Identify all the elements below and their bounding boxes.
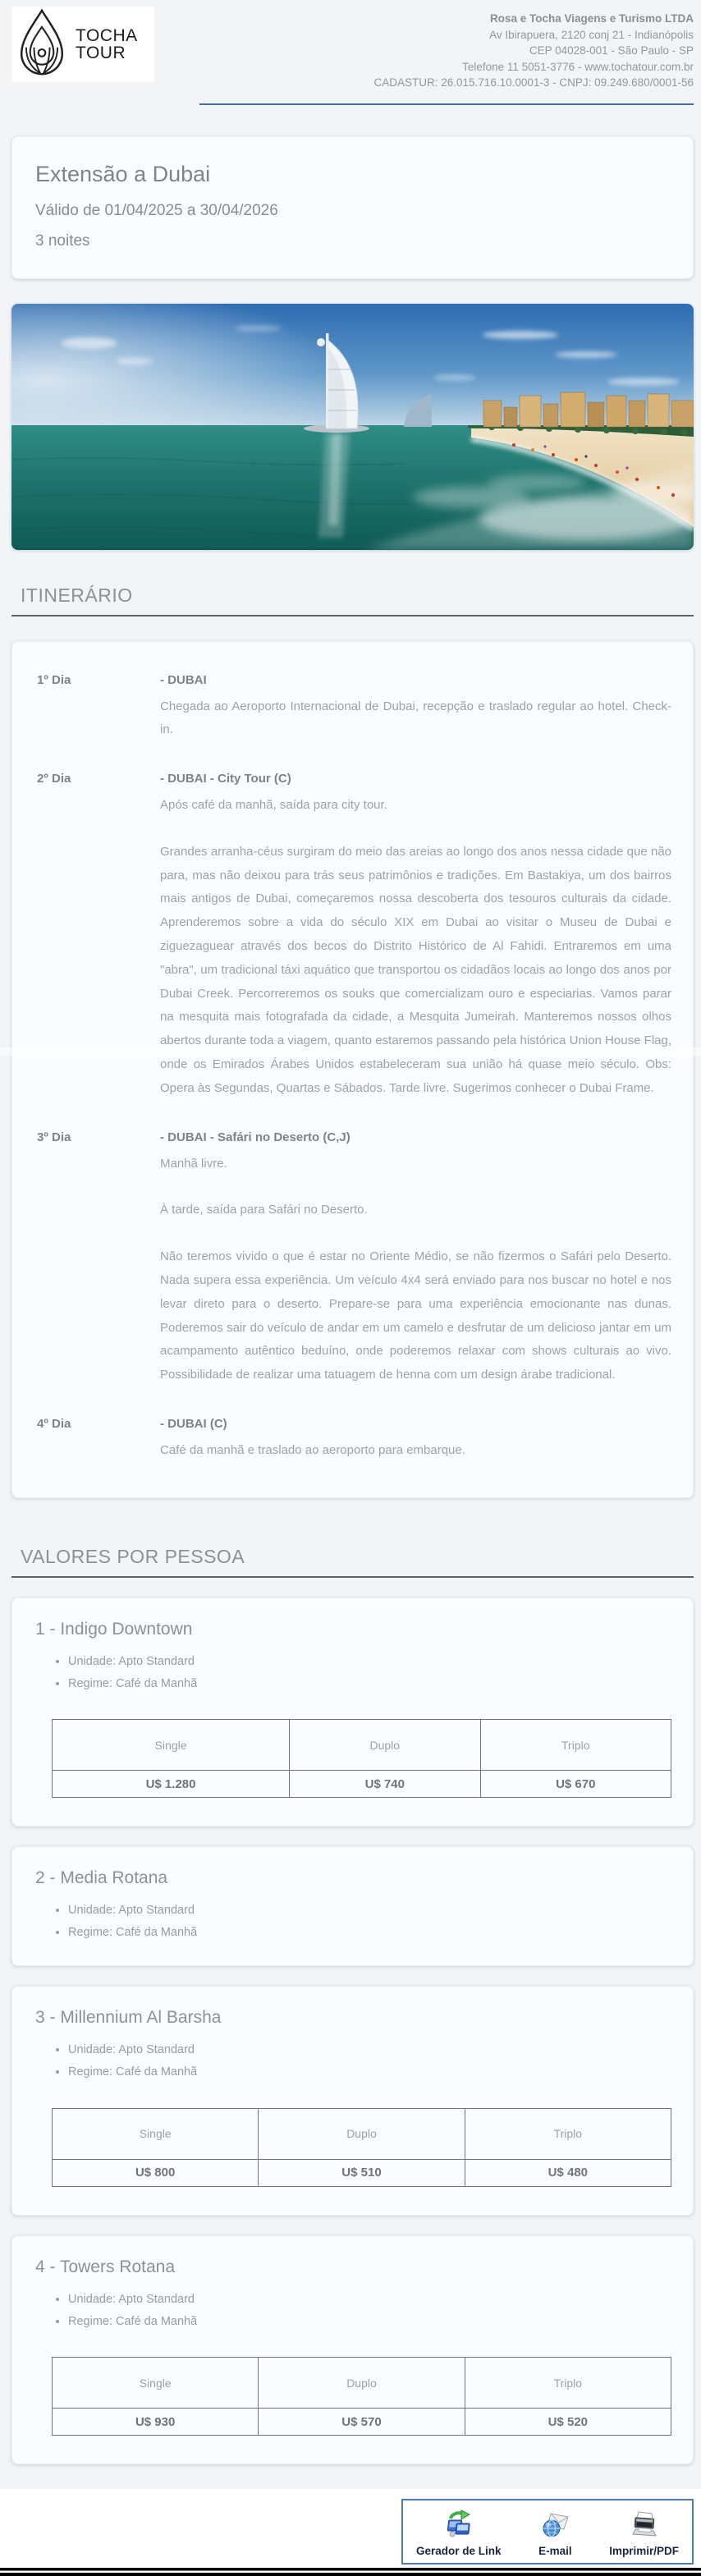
link-generator-icon [444, 2510, 474, 2539]
price-duplo: U$ 510 [259, 2159, 465, 2186]
col-single: Single [53, 1720, 290, 1771]
hotel-meal: • Regime: Café da Manhã [68, 1922, 671, 1944]
day-label: 1º Dia [37, 672, 71, 687]
logo-word-1: TOCHA [76, 25, 138, 45]
price-single: U$ 800 [53, 2159, 259, 2186]
itinerary-day-2 [37, 772, 671, 1101]
hotel-details [35, 2039, 671, 2083]
price-table [52, 2108, 671, 2187]
link-generator-button[interactable] [416, 2510, 502, 2557]
email-button[interactable] [538, 2510, 572, 2557]
day-paragraph: Não teremos vivido o que é estar no Oriente Médio, se não fizermos o Safári pelo Deserto. Nada supera essa experiência. Um veículo 4x4 será enviado para nos buscar no hotel e nos levar direto para o deserto. Prepare-se para uma experiência emocionante nas dunas. Poderemos sair do veículo de andar em um camelo e desfrutar de um delicioso jantar em um acampamento autêntico beduíno, onde poderemos relaxar com shows culturais ao vivo. Possibilidade de realizar uma tatuagem de henna com um design árabe tradicional. [160, 1249, 671, 1382]
company-name: Rosa e Tocha Viagens e Turismo LTDA [489, 12, 694, 25]
itinerary-card [11, 641, 694, 1498]
print-pdf-label: Imprimir/PDF [609, 2545, 679, 2558]
company-logo [11, 7, 154, 82]
itinerary-day-1 [37, 673, 671, 743]
trip-nights: 3 noites [35, 231, 90, 250]
trip-title: Extensão a Dubai [35, 161, 211, 186]
price-table [52, 2357, 671, 2436]
day-label: 2º Dia [37, 772, 71, 786]
col-triplo: Triplo [465, 2358, 671, 2409]
hotel-name: 3 - Millennium Al Barsha [35, 2008, 222, 2028]
col-single: Single [53, 2108, 259, 2159]
day-title: - DUBAI (C) [160, 1417, 227, 1432]
link-generator-label: Gerador de Link [416, 2545, 502, 2558]
col-duplo: Duplo [290, 1720, 480, 1771]
itinerary-heading: ITINERÁRIO [11, 584, 694, 616]
hotel-card-indigo-downtown [11, 1597, 694, 1827]
hotel-name: 4 - Towers Rotana [35, 2257, 176, 2276]
trip-validity: Válido de 01/04/2025 a 30/04/2026 [35, 201, 278, 219]
hotel-meal: • Regime: Café da Manhã [68, 1673, 671, 1695]
hotel-unit: • Unidade: Apto Standard [68, 1651, 671, 1673]
day-title: - DUBAI - City Tour (C) [160, 772, 291, 786]
logo-wordmark [76, 27, 138, 62]
hotel-unit: • Unidade: Apto Standard [68, 2289, 671, 2311]
destination-photo [11, 304, 694, 550]
price-single: U$ 930 [53, 2409, 259, 2436]
company-address: Av Ibirapuera, 2120 conj 21 - Indianópolis [489, 28, 694, 41]
price-table [52, 1719, 671, 1798]
day-paragraph: À tarde, saída para Safári no Deserto. [160, 1203, 368, 1217]
hotel-meal: • Regime: Café da Manhã [68, 2311, 671, 2333]
header [0, 0, 701, 91]
email-icon [540, 2510, 570, 2539]
logo-word-2: TOUR [76, 44, 126, 62]
day-title: - DUBAI - Safári no Deserto (C,J) [160, 1130, 350, 1144]
price-triplo: U$ 480 [465, 2159, 671, 2186]
flame-drop-logo-icon [16, 8, 67, 81]
day-paragraph: Manhã livre. [160, 1156, 227, 1171]
printer-icon [630, 2510, 659, 2539]
price-single: U$ 1.280 [53, 1771, 290, 1798]
footer-actions-box [401, 2499, 694, 2565]
price-triplo: U$ 670 [480, 1771, 671, 1798]
trip-summary-card [11, 136, 694, 279]
day-paragraph: Café da manhã e traslado ao aeroporto para embarque. [160, 1443, 465, 1458]
hotel-unit: • Unidade: Apto Standard [68, 2039, 671, 2061]
day-label: 4º Dia [37, 1417, 71, 1432]
footer [0, 2489, 701, 2568]
hotel-card-towers-rotana [11, 2235, 694, 2465]
col-duplo: Duplo [259, 2108, 465, 2159]
header-divider [199, 103, 694, 105]
price-triplo: U$ 520 [465, 2409, 671, 2436]
company-cep: CEP 04028-001 - São Paulo - SP [529, 44, 694, 57]
hotel-name: 1 - Indigo Downtown [35, 1619, 193, 1639]
itinerary-day-4 [37, 1417, 671, 1463]
hotel-meal: • Regime: Café da Manhã [68, 2061, 671, 2083]
hotel-details [35, 1900, 671, 1944]
col-single: Single [53, 2358, 259, 2409]
day-title: - DUBAI [160, 672, 207, 687]
col-duplo: Duplo [259, 2358, 465, 2409]
pricing-heading: VALORES POR PESSOA [11, 1546, 694, 1578]
hotel-details [35, 1651, 671, 1695]
company-registry: CADASTUR: 26.015.716.10.0001-3 - CNPJ: 09.249.680/0001-56 [373, 76, 694, 89]
hotel-card-media-rotana [11, 1846, 694, 1966]
window-bottom-edge [0, 2568, 701, 2576]
hotel-name: 2 - Media Rotana [35, 1868, 168, 1888]
hotel-details [35, 2289, 671, 2333]
day-paragraph: Grandes arranha-céus surgiram do meio das areias ao longo dos anos nessa cidade que não para, mas não deixou para trás seus patrimônios e tradições. Em Bastakiya, um dos bairros mais antigos de Dubai, começaremos nossa descoberta dos tesouros culturais da cidade. Aprenderemos sobre a vida do século XIX em Dubai ao visitar o Museu de Dubai e ziguezaguear através dos becos do Distrito Histórico de Al Fahidi. Entraremos em uma "abra", um tradicional táxi aquático que transportou os cidadãos locais ao longo dos anos por Dubai Creek. Percorreremos os souks que comercializam ouro e especiarias. Vamos parar na mesquita mais fotografada da cidade, a Mesquita Jumeirah. Manteremos nossos olhos abertos durante toda a viagem, quanto estaremos passando pela histórica Union House Flag, onde os Emirados Árabes Unidos estabeleceram sua união há quase meio século. Obs: Opera às Segundas, Quartas e Sábados. Tarde livre. Sugerimos conhecer o Dubai Frame. [160, 844, 671, 1095]
col-triplo: Triplo [465, 2108, 671, 2159]
day-paragraph: Após café da manhã, saída para city tour. [160, 798, 387, 813]
price-duplo: U$ 570 [259, 2409, 465, 2436]
print-pdf-button[interactable] [609, 2510, 679, 2557]
hotel-card-millennium-al-barsha [11, 1986, 694, 2216]
day-label: 3º Dia [37, 1130, 71, 1144]
company-info [374, 7, 694, 91]
col-triplo: Triplo [480, 1720, 671, 1771]
company-phone-site: Telefone 11 5051-3776 - www.tochatour.com.br [462, 60, 694, 73]
price-duplo: U$ 740 [290, 1771, 480, 1798]
email-label: E-mail [538, 2545, 572, 2558]
hotel-unit: • Unidade: Apto Standard [68, 1900, 671, 1922]
day-paragraph: Chegada ao Aeroporto Internacional de Dubai, recepção e traslado regular ao hotel. Check-in. [160, 699, 671, 737]
itinerary-day-3 [37, 1130, 671, 1387]
